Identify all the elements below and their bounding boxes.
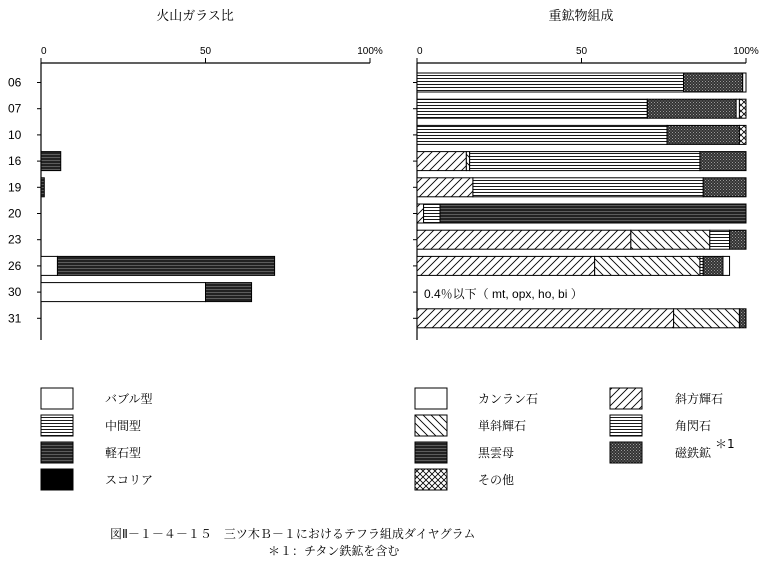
bar-segment bbox=[206, 283, 252, 302]
legend-label: 軽石型 bbox=[105, 446, 142, 460]
bar-segment bbox=[739, 309, 746, 328]
row-label: 19 bbox=[8, 180, 22, 195]
bar-segment bbox=[41, 152, 61, 171]
row-label: 23 bbox=[8, 232, 22, 247]
legend-swatch bbox=[610, 388, 642, 409]
bar-segment bbox=[417, 309, 674, 328]
bar-segment bbox=[703, 178, 746, 197]
bar-segment bbox=[417, 204, 424, 223]
legend-swatch bbox=[415, 415, 447, 436]
bar-segment bbox=[41, 256, 57, 275]
legend-label: バブル型 bbox=[105, 392, 153, 406]
bar-segment bbox=[674, 309, 740, 328]
legend-label: 黒雲母 bbox=[478, 446, 515, 460]
bar-segment bbox=[417, 125, 667, 144]
legend-label: カンラン石 bbox=[478, 392, 539, 406]
bar-segment bbox=[683, 73, 742, 92]
mineral-chart-title: 重鉱物組成 bbox=[548, 9, 614, 24]
figure-footnote: ＊１：チタン鉄鉱を含む bbox=[268, 544, 400, 558]
bar-segment bbox=[703, 256, 723, 275]
tick-label: 100% bbox=[357, 46, 383, 57]
legend-swatch bbox=[415, 469, 447, 490]
row-label: 06 bbox=[8, 75, 22, 90]
bar-segment bbox=[700, 152, 746, 171]
bars-layer bbox=[41, 73, 746, 328]
bar-segment bbox=[57, 256, 274, 275]
legend-label: 単斜輝石 bbox=[478, 419, 527, 433]
legend-swatch bbox=[41, 442, 73, 463]
legend-swatch bbox=[41, 415, 73, 436]
bar-segment bbox=[743, 73, 746, 92]
bar-segment bbox=[417, 178, 473, 197]
bar-segment bbox=[417, 73, 683, 92]
bar-segment bbox=[417, 99, 647, 118]
legend-swatch bbox=[41, 388, 73, 409]
bar-segment bbox=[595, 256, 700, 275]
bar-segment bbox=[739, 125, 746, 144]
legend-label: スコリア bbox=[105, 473, 154, 487]
legend-swatch bbox=[610, 442, 642, 463]
row-30-note: 0.4％以下（ mt, opx, ho, bi ） bbox=[424, 287, 583, 301]
bar-segment bbox=[424, 204, 440, 223]
row-label: 20 bbox=[8, 206, 22, 221]
legend-label: 斜方輝石 bbox=[675, 392, 724, 406]
bar-segment bbox=[417, 256, 595, 275]
tick-label: 50 bbox=[575, 46, 588, 57]
figure-caption: 図Ⅱ－１－４－１５ 三ツ木Ｂ－１におけるテフラ組成ダイヤグラム bbox=[110, 527, 476, 541]
bar-segment bbox=[723, 256, 730, 275]
row-label: 26 bbox=[8, 258, 22, 273]
row-label: 31 bbox=[8, 311, 22, 326]
legend-label: 角閃石 bbox=[675, 419, 712, 433]
tick-label: 100% bbox=[733, 46, 759, 57]
bar-segment bbox=[667, 125, 739, 144]
row-label: 07 bbox=[8, 101, 22, 116]
tick-label: 50 bbox=[199, 46, 212, 57]
legend-swatch bbox=[610, 415, 642, 436]
bar-segment bbox=[730, 230, 746, 249]
bar-segment bbox=[41, 178, 44, 197]
legend-swatch bbox=[41, 469, 73, 490]
legend bbox=[41, 388, 735, 490]
legend-swatch bbox=[415, 442, 447, 463]
glass-chart-title: 火山ガラス比 bbox=[156, 9, 234, 24]
bar-segment bbox=[710, 230, 730, 249]
bar-segment bbox=[41, 283, 206, 302]
legend-swatch bbox=[415, 388, 447, 409]
bar-segment bbox=[470, 152, 700, 171]
row-label: 10 bbox=[8, 127, 22, 142]
bar-segment bbox=[739, 99, 746, 118]
row-label: 30 bbox=[8, 285, 22, 300]
tick-label: 0 bbox=[41, 46, 47, 57]
bar-segment bbox=[440, 204, 746, 223]
bar-segment bbox=[647, 99, 736, 118]
bar-segment bbox=[631, 230, 710, 249]
row-label: 16 bbox=[8, 154, 22, 169]
tick-label: 0 bbox=[417, 46, 423, 57]
bar-segment bbox=[473, 178, 703, 197]
legend-footnote: ＊1 bbox=[715, 437, 735, 451]
legend-label: その他 bbox=[478, 473, 515, 487]
bar-segment bbox=[417, 152, 466, 171]
legend-label: 磁鉄鉱 bbox=[675, 446, 712, 460]
legend-label: 中間型 bbox=[105, 419, 142, 433]
bar-segment bbox=[417, 230, 631, 249]
